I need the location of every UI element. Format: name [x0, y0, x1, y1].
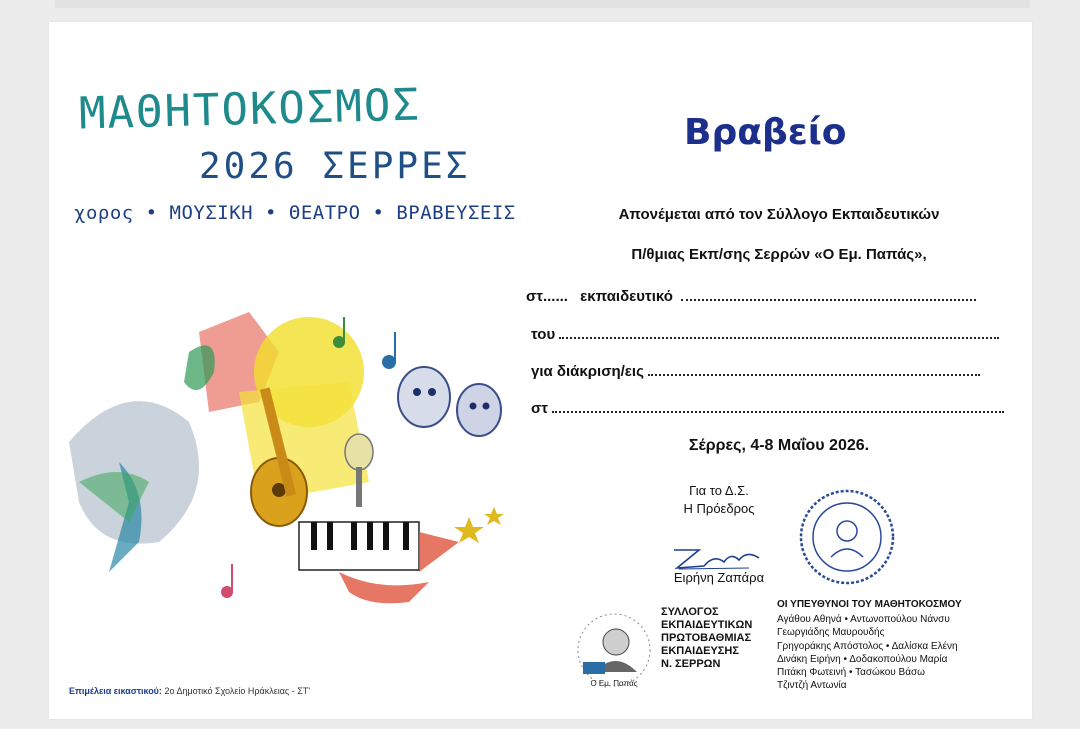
distinction-field-row: [531, 362, 980, 380]
responsible-row: Πιτάκη Φωτεινή • Τασώκου Βάσω: [777, 667, 925, 679]
teacher-field-row: [526, 287, 976, 305]
st2-field-row: [531, 399, 1004, 417]
for-board-label: Για το Δ.Σ.: [689, 483, 749, 498]
top-strip: [55, 0, 1030, 8]
responsible-row: Δινάκη Ειρήνη • Δοδακοπούλου Μαρία: [777, 653, 948, 665]
responsible-row: Γεωργιάδης Μαυρουδής: [777, 627, 885, 639]
assoc-line: ΣΥΛΛΟΓΟΣ: [661, 606, 719, 618]
st-prefix: στ......: [526, 288, 568, 305]
distinction-label: για διάκριση/εις: [531, 363, 644, 380]
responsible-title: ΟΙ ΥΠΕΥΘΥΝΟΙ ΤΟΥ ΜΑΘΗΤΟΚΟΣΜΟΥ: [777, 599, 962, 610]
handwritten-signature: [669, 542, 769, 572]
distinction-blank[interactable]: [648, 362, 980, 376]
artwork-credit: [69, 686, 310, 696]
responsible-list: [777, 613, 958, 693]
association-name: [661, 606, 752, 671]
award-line-2: Π/θμιας Εκπ/σης Σερρών «Ο Εμ. Παπάς»,: [631, 246, 927, 263]
signature-block: [669, 482, 769, 518]
association-logo: [569, 612, 659, 692]
theatre-masks-drawing: [398, 367, 501, 436]
st2-blank[interactable]: [552, 399, 1004, 413]
official-stamp-seal: [797, 487, 897, 587]
assoc-line: ΕΚΠΑΙΔΕΥΤΙΚΩΝ: [661, 619, 753, 631]
signer-name: Ειρήνη Ζαπάρα: [673, 570, 765, 585]
teacher-label: εκπαιδευτικό: [580, 288, 673, 305]
tou-field-row: [531, 325, 999, 343]
music-drawing-illustration: [49, 292, 519, 612]
award-stars-drawing: [454, 507, 504, 543]
teacher-blank[interactable]: [681, 287, 976, 301]
credit-label: Επιμέλεια εικαστικού:: [69, 686, 162, 696]
responsible-row: Αγάθου Αθηνά • Αντωνοπούλου Νάνσυ: [777, 614, 950, 625]
tou-blank[interactable]: [559, 325, 999, 339]
logo-caption: Ο Εμ. Παπάς: [590, 679, 638, 688]
assoc-line: ΕΚΠΑΙΔΕΥΣΗΣ: [661, 645, 739, 657]
tou-label: του: [531, 326, 556, 343]
poster-title: ΜΑΘΗΤΟΚΟΣΜΟΣ: [78, 79, 422, 140]
responsible-row: Τζιντζή Αντωνία: [777, 680, 847, 692]
credit-text: 2ο Δημοτικό Σχολείο Ηράκλειας - ΣΤ': [164, 686, 311, 696]
poster-year-city: 2026 ΣΕΡΡΕΣ: [199, 146, 471, 187]
award-title: Βραβείο: [684, 112, 847, 153]
responsible-row: Γρηγοράκης Απόστολος • Δαλίσκα Ελένη: [777, 640, 958, 652]
assoc-line: ΠΡΩΤΟΒΑΘΜΙΑΣ: [661, 632, 752, 644]
certificate-card: [49, 22, 1032, 719]
president-role: Η Πρόεδρος: [683, 501, 755, 516]
assoc-line: Ν. ΣΕΡΡΩΝ: [661, 658, 721, 670]
place-date: Σέρρες, 4-8 Μαΐου 2026.: [688, 437, 870, 454]
piano-drawing: [299, 522, 459, 572]
award-line-1: Απονέμεται από τον Σύλλογο Εκπαιδευτικών: [618, 206, 940, 223]
poster-subtitle: χορος • ΜΟΥΣΙΚΗ • ΘΕΑΤΡΟ • ΒΡΑΒΕΥΣΕΙΣ: [74, 202, 516, 224]
red-swirl: [339, 572, 429, 603]
st2-label: στ: [531, 400, 548, 417]
